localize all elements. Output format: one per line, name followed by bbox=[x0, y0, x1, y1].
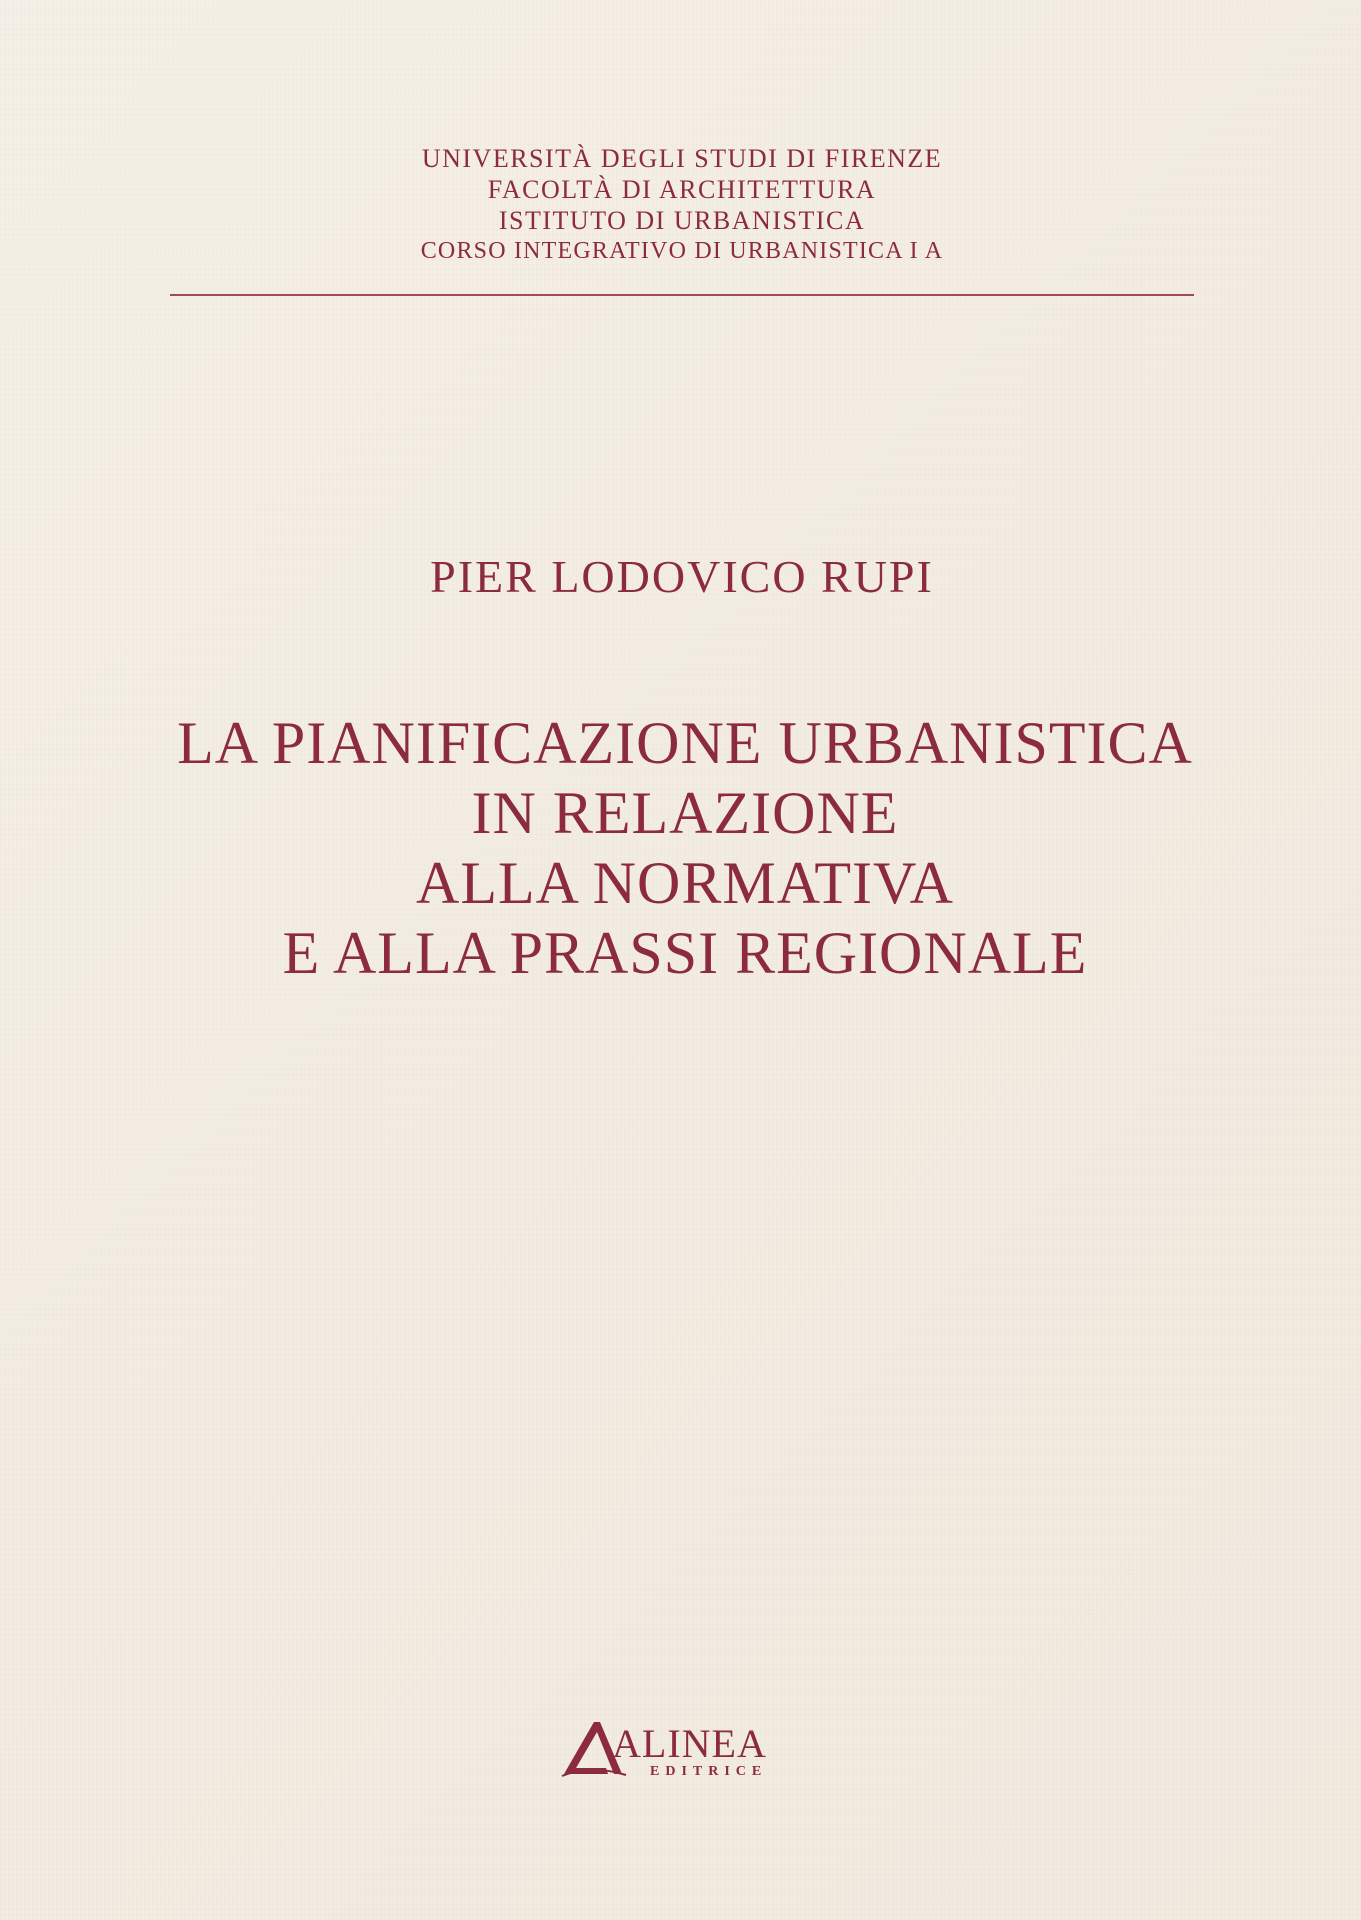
author-name: PIER LODOVICO RUPI bbox=[430, 551, 934, 602]
title-line: ALLA NORMATIVA bbox=[416, 850, 954, 916]
publisher-logo bbox=[560, 1718, 820, 1788]
publisher-subtitle: EDITRICE bbox=[650, 1764, 768, 1779]
institute-name: ISTITUTO DI URBANISTICA bbox=[498, 206, 866, 235]
header-divider bbox=[170, 294, 1194, 296]
faculty-name: FACOLTÀ DI ARCHITETTURA bbox=[487, 175, 877, 204]
university-name: UNIVERSITÀ DEGLI STUDI DI FIRENZE bbox=[421, 144, 943, 173]
book-title bbox=[130, 708, 1240, 988]
title-line: E ALLA PRASSI REGIONALE bbox=[282, 920, 1088, 986]
title-line: LA PIANIFICAZIONE URBANISTICA bbox=[177, 710, 1193, 776]
institution-header bbox=[170, 143, 1194, 267]
course-name: CORSO INTEGRATIVO DI URBANISTICA I A bbox=[420, 238, 944, 264]
title-line: IN RELAZIONE bbox=[471, 780, 899, 846]
publisher-name: ALINEA bbox=[612, 1721, 767, 1766]
